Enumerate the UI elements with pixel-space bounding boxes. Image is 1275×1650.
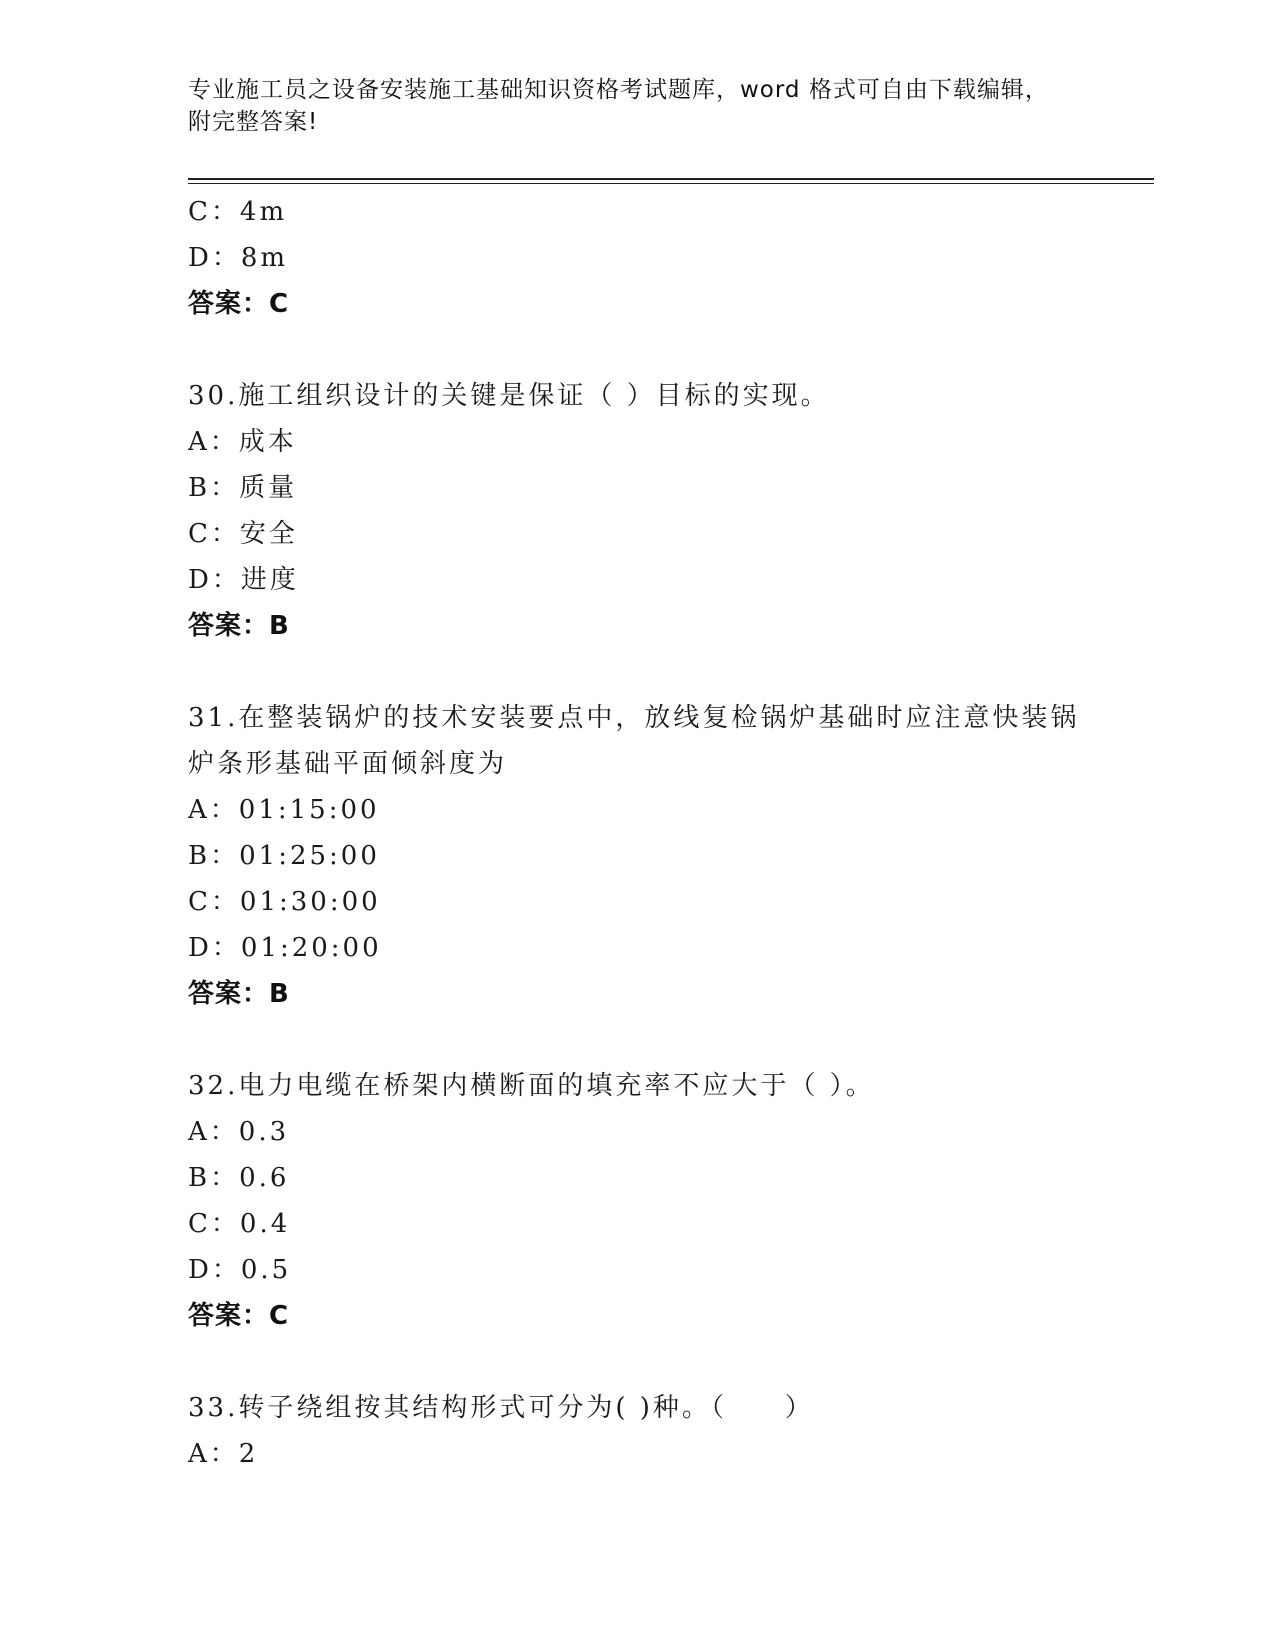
header-rule-thick [188, 178, 1154, 180]
option-text: 安全 [239, 519, 298, 549]
option-key: A： [188, 427, 239, 457]
option-d [188, 235, 1154, 281]
answer-line: 答案：B [188, 611, 290, 641]
option-text: 01:25:00 [239, 841, 380, 871]
question-31-block [188, 695, 1154, 1017]
question-stem: 31.在整装锅炉的技术安装要点中，放线复检锅炉基础时应注意快装锅 [188, 703, 1080, 733]
option-text: 质量 [239, 473, 298, 503]
option-d [188, 925, 1154, 971]
spacer [188, 1017, 1154, 1063]
option-key: D： [188, 565, 241, 595]
option-key: A： [188, 1439, 239, 1469]
option-text: 4m [239, 197, 288, 227]
option-key: C： [188, 1209, 240, 1239]
option-key: C： [188, 519, 240, 549]
option-a [188, 1431, 1154, 1477]
option-key: D： [188, 1255, 241, 1285]
option-text: 8m [240, 243, 289, 273]
option-key: A： [188, 795, 239, 825]
question-32-block [188, 1063, 1154, 1339]
option-key: D： [188, 243, 241, 273]
question-stem: 30.施工组织设计的关键是保证（ ）目标的实现。 [188, 381, 830, 411]
option-text: 01:20:00 [240, 933, 382, 963]
spacer [188, 649, 1154, 695]
question-30-block [188, 373, 1154, 649]
header-rule-thin [188, 183, 1154, 184]
option-text: 0.5 [240, 1255, 292, 1285]
prev-question-block [188, 189, 1154, 327]
option-b [188, 465, 1154, 511]
option-text: 01:15:00 [238, 795, 380, 825]
header-line-2: 附完整答案! [188, 109, 319, 135]
option-a [188, 787, 1154, 833]
option-text: 进度 [240, 565, 299, 595]
option-c [188, 511, 1154, 557]
option-d [188, 1247, 1154, 1293]
question-stem: 33.转子绕组按其结构形式可分为( )种。（ ） [188, 1393, 814, 1423]
option-key: A： [188, 1117, 239, 1147]
option-b [188, 1155, 1154, 1201]
question-stem-continued: 炉条形基础平面倾斜度为 [188, 749, 508, 779]
option-key: C： [188, 887, 240, 917]
document-header [188, 74, 1088, 138]
option-text: 2 [238, 1439, 259, 1469]
question-33-block [188, 1385, 1154, 1477]
option-a [188, 1109, 1154, 1155]
option-a [188, 419, 1154, 465]
option-key: D： [188, 933, 241, 963]
question-stem: 32.电力电缆在桥架内横断面的填充率不应大于（ ）。 [188, 1071, 875, 1101]
option-key: B： [188, 1163, 240, 1193]
option-c [188, 879, 1154, 925]
option-c [188, 189, 1154, 235]
option-key: B： [188, 473, 240, 503]
header-line-1: 专业施工员之设备安装施工基础知识资格考试题库，word 格式可自由下载编辑， [188, 77, 1049, 103]
answer-line: 答案：C [188, 289, 290, 319]
option-text: 成本 [238, 427, 297, 457]
question-list [188, 189, 1154, 1477]
option-text: 01:30:00 [239, 887, 381, 917]
option-d [188, 557, 1154, 603]
spacer [188, 327, 1154, 373]
option-text: 0.3 [238, 1117, 290, 1147]
option-text: 0.4 [239, 1209, 291, 1239]
answer-line: 答案：B [188, 979, 290, 1009]
option-b [188, 833, 1154, 879]
answer-line: 答案：C [188, 1301, 290, 1331]
option-text: 0.6 [239, 1163, 290, 1193]
spacer [188, 1339, 1154, 1385]
option-key: B： [188, 841, 240, 871]
option-key: C： [188, 197, 240, 227]
option-c [188, 1201, 1154, 1247]
